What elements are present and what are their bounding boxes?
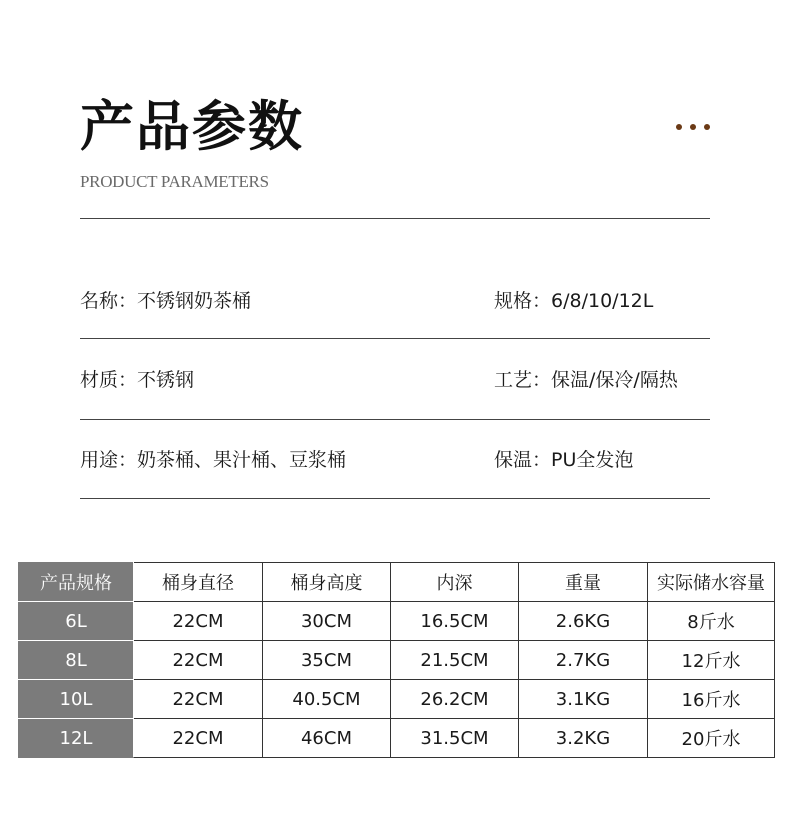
spec-label: 用途： bbox=[80, 449, 138, 471]
header-cell: 重量 bbox=[519, 563, 648, 602]
table-row bbox=[19, 602, 775, 641]
table-cell: 21.5CM bbox=[391, 641, 519, 680]
row-header-cell: 6L bbox=[19, 602, 134, 641]
spec-label: 名称： bbox=[80, 290, 138, 312]
table-cell: 35CM bbox=[263, 641, 391, 680]
dot-icon bbox=[676, 124, 682, 130]
table-cell: 30CM bbox=[263, 602, 391, 641]
spec-value: 不锈钢 bbox=[137, 369, 195, 391]
table-cell: 22CM bbox=[134, 719, 263, 758]
spec-label: 工艺： bbox=[494, 369, 552, 391]
header-cell: 桶身直径 bbox=[134, 563, 263, 602]
table-cell: 2.6KG bbox=[519, 602, 648, 641]
table-header-row bbox=[19, 563, 775, 602]
divider bbox=[80, 419, 710, 420]
dot-icon bbox=[704, 124, 710, 130]
header-cell: 实际储水容量 bbox=[648, 563, 775, 602]
table-cell: 16.5CM bbox=[391, 602, 519, 641]
divider bbox=[80, 498, 710, 499]
spec-label: 保温： bbox=[494, 449, 552, 471]
row-header-cell: 10L bbox=[19, 680, 134, 719]
spec-insulation bbox=[494, 448, 633, 472]
table-cell: 2.7KG bbox=[519, 641, 648, 680]
size-table bbox=[18, 562, 775, 758]
table-cell: 26.2CM bbox=[391, 680, 519, 719]
table-cell: 16斤水 bbox=[648, 680, 775, 719]
spec-value: 保温/保冷/隔热 bbox=[551, 369, 678, 391]
table-row bbox=[19, 719, 775, 758]
table-cell: 3.1KG bbox=[519, 680, 648, 719]
spec-craft bbox=[494, 368, 678, 392]
spec-name bbox=[80, 289, 251, 313]
header-cell: 产品规格 bbox=[19, 563, 134, 602]
row-header-cell: 12L bbox=[19, 719, 134, 758]
divider bbox=[80, 338, 710, 339]
table-cell: 22CM bbox=[134, 602, 263, 641]
spec-size bbox=[494, 289, 653, 313]
spec-value: 6/8/10/12L bbox=[551, 290, 654, 312]
table-row bbox=[19, 680, 775, 719]
spec-value: PU全发泡 bbox=[551, 449, 634, 471]
spec-value: 不锈钢奶茶桶 bbox=[137, 290, 252, 312]
header-cell: 桶身高度 bbox=[263, 563, 391, 602]
table-cell: 3.2KG bbox=[519, 719, 648, 758]
spec-material bbox=[80, 368, 194, 392]
spec-label: 材质： bbox=[80, 369, 138, 391]
row-header-cell: 8L bbox=[19, 641, 134, 680]
table-row bbox=[19, 641, 775, 680]
header-cell: 内深 bbox=[391, 563, 519, 602]
table-cell: 31.5CM bbox=[391, 719, 519, 758]
table-cell: 46CM bbox=[263, 719, 391, 758]
table-cell: 40.5CM bbox=[263, 680, 391, 719]
divider bbox=[80, 218, 710, 219]
table-cell: 8斤水 bbox=[648, 602, 775, 641]
table-cell: 22CM bbox=[134, 641, 263, 680]
table-cell: 12斤水 bbox=[648, 641, 775, 680]
table-cell: 20斤水 bbox=[648, 719, 775, 758]
page-title: 产品参数 bbox=[80, 95, 304, 158]
dot-icon bbox=[690, 124, 696, 130]
spec-label: 规格： bbox=[494, 290, 552, 312]
spec-usage bbox=[80, 448, 346, 472]
page-subtitle: PRODUCT PARAMETERS bbox=[80, 172, 269, 191]
table-cell: 22CM bbox=[134, 680, 263, 719]
spec-value: 奶茶桶、果汁桶、豆浆桶 bbox=[137, 449, 347, 471]
